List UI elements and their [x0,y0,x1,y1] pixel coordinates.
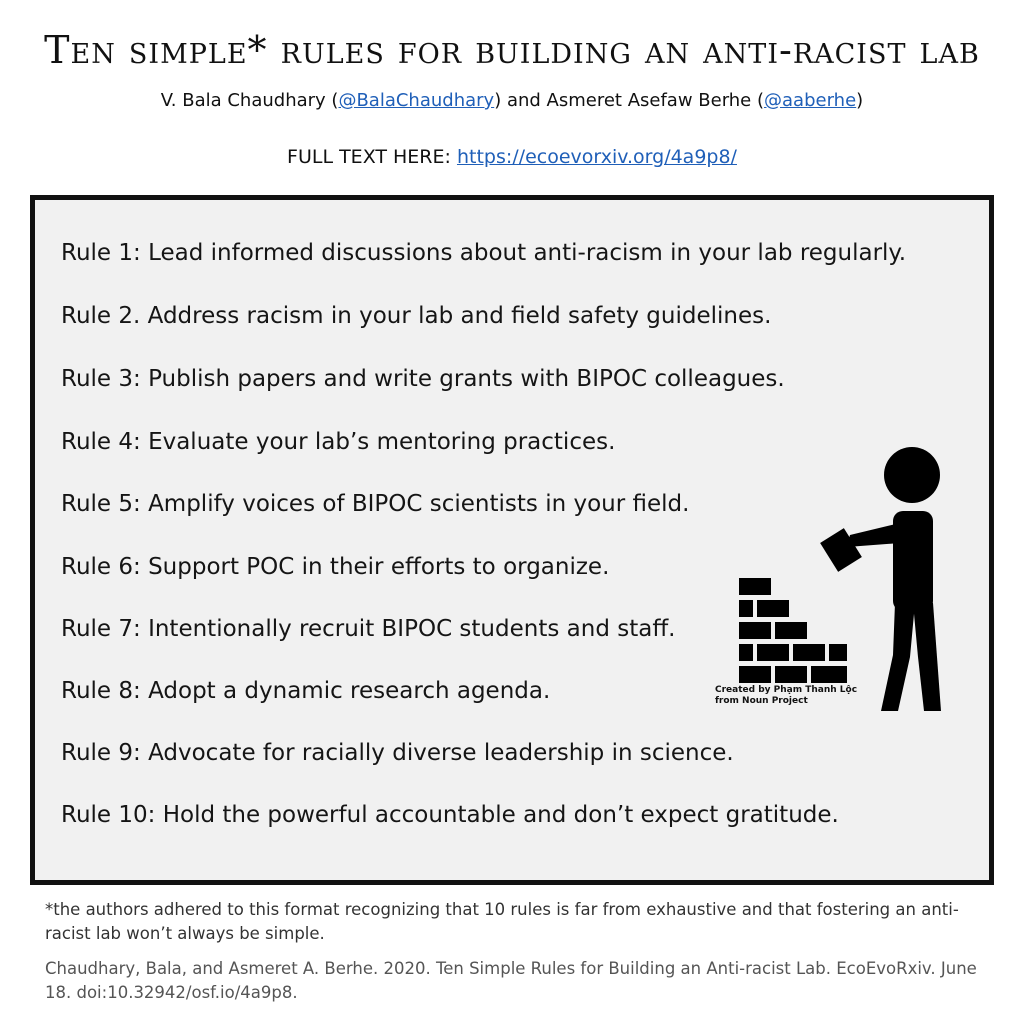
rule-4: Rule 4: Evaluate your lab’s mentoring practices. [61,429,616,455]
rule-9: Rule 9: Advocate for racially diverse leadership in science. [61,740,734,766]
page-title: Ten simple* rules for building an anti-racist lab [44,28,980,72]
rule-6: Rule 6: Support POC in their efforts to organize. [61,554,610,580]
author2-twitter-link[interactable]: @aaberhe [764,90,857,111]
rule-8: Rule 8: Adopt a dynamic research agenda. [61,678,551,704]
rules-box [30,195,994,885]
person-building-brick-wall-icon [735,443,975,713]
rule-10: Rule 10: Hold the powerful accountable and don’t expect gratitude. [61,802,839,828]
author1-twitter-link[interactable]: @BalaChaudhary [338,90,495,111]
credit-line-2: from Noun Project [715,696,808,706]
rule-5: Rule 5: Amplify voices of BIPOC scientists in your field. [61,491,690,517]
authors-line [0,90,1024,111]
rule-1: Rule 1: Lead informed discussions about anti-racism in your lab regularly. [61,240,907,266]
rule-3: Rule 3: Publish papers and write grants with BIPOC colleagues. [61,366,785,392]
rule-7: Rule 7: Intentionally recruit BIPOC students and staff. [61,616,676,642]
authors-text-3: ) [856,90,864,111]
rule-2: Rule 2. Address racism in your lab and field safety guidelines. [61,303,772,329]
full-text-label: FULL TEXT HERE: [287,146,457,168]
authors-text-1: V. Bala Chaudhary ( [160,90,339,111]
full-text-link[interactable]: https://ecoevorxiv.org/4a9p8/ [456,146,737,168]
full-text-line [0,146,1024,168]
credit-line-1: Created by Phạm Thanh Lộc [715,685,858,695]
illustration-credit [715,685,857,707]
authors-text-2: ) and Asmeret Asefaw Berhe ( [494,90,765,111]
footnote: *the authors adhered to this format recognizing that 10 rules is far from exhaustive and that fostering an anti-racist lab won’t always be simple. [45,900,959,943]
citation: Chaudhary, Bala, and Asmeret A. Berhe. 2020. Ten Simple Rules for Building an Anti-racist Lab. EcoEvoRxiv. June 18. doi:10.32942/osf.io/4a9p8. [45,959,977,1002]
